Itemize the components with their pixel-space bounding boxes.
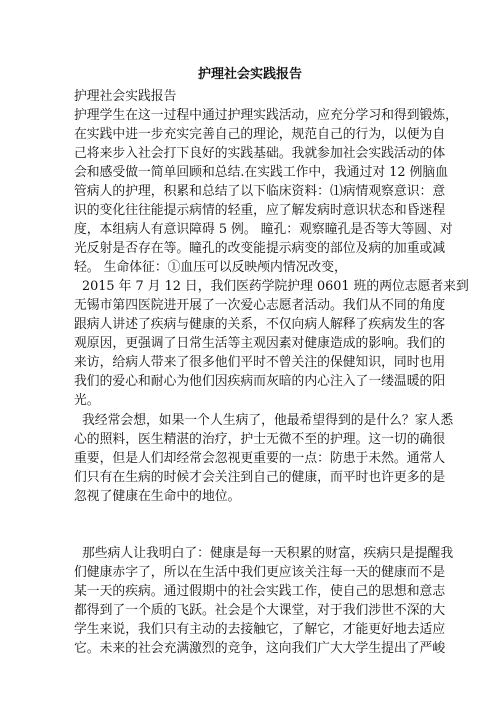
paragraph-line: 那些病人让我明白了：健康是每一天积累的财富，疾病只是提醒我 [82, 546, 454, 561]
paragraph-line: 某一天的疾病。通过假期中的社会实践工作，使自己的思想和意志 [74, 584, 446, 599]
paragraph-line: 它。未来的社会充满激烈的竞争，这向我们广大大学生提出了严峻 [74, 641, 446, 656]
document-title: 护理社会实践报告 [197, 67, 302, 82]
paragraph-line: 护理学生在这一过程中通过护理实践活动，应充分学习和得到锻炼， [74, 108, 458, 123]
paragraph-line: 会和感受做一简单回顾和总结.在实践工作中，我通过对 12 例脑血 [74, 165, 449, 180]
paragraph-line: 轻。 生命体征：①血压可以反映颅内情况改变， [74, 260, 347, 275]
paragraph-line: 我经常会想，如果一个人生病了，他最希望得到的是什么？家人悉 [82, 413, 454, 428]
paragraph-line: 无锡市第四医院进开展了一次爱心志愿者活动。我们从不同的角度 [74, 298, 446, 313]
paragraph-line: 来访，给病人带来了很多他们平时不曾关注的保健知识，同时也用 [74, 355, 446, 370]
paragraph-line: 心的照料，医生精湛的治疗，护士无微不至的护理。这一切的确很 [74, 432, 446, 447]
paragraph-line: 都得到了一个质的飞跃。社会是个大课堂，对于我们涉世不深的大 [74, 603, 446, 618]
paragraph-line: 光。 [74, 393, 100, 408]
paragraph-line: 忽视了健康在生命中的地位。 [74, 489, 241, 504]
paragraph-line: 们只有在生病的时候才会关注到自己的健康，而平时也许更多的是 [74, 470, 446, 485]
paragraph-line: 己将来步入社会打下良好的实践基础。我就参加社会实践活动的体 [74, 146, 446, 161]
paragraph-line: 观原因，更强调了日常生活等主观因素对健康造成的影响。我们的 [74, 336, 446, 351]
paragraph-line: 们健康赤字了，所以在生活中我们更应该关注每一天的健康而不是 [74, 565, 446, 580]
subtitle-line: 护理社会实践报告 [74, 89, 177, 104]
paragraph-line: 我们的爱心和耐心为他们因疾病而灰暗的内心注入了一缕温暖的阳 [74, 374, 446, 389]
paragraph-line: 重要，但是人们却经常会忽视更重要的一点：防患于未然。通常人 [74, 451, 446, 466]
paragraph-line: 度，本组病人有意识障碍 5 例。 瞳孔：观察瞳孔是否等大等圆、对 [74, 222, 453, 237]
paragraph-line: 在实践中进一步充实完善自己的理论，规范自己的行为，以便为自 [74, 127, 446, 142]
paragraph-line: 跟病人讲述了疾病与健康的关系，不仅向病人解释了疾病发生的客 [74, 317, 446, 332]
paragraph-line: 学生来说，我们只有主动的去接触它，了解它，才能更好地去适应 [74, 622, 446, 637]
paragraph-line: 2015 年 7 月 12 日，我们医药学院护理 0601 班的两位志愿者来到 [82, 279, 469, 294]
paragraph-line: 光反射是否存在等。瞳孔的改变能提示病变的部位及病的加重或减 [74, 241, 446, 256]
paragraph-line: 管病人的护理，积累和总结了以下临床资料：⑴病情观察意识：意 [74, 184, 446, 199]
paragraph-line: 识的变化往往能提示病情的轻重，应了解发病时意识状态和昏迷程 [74, 203, 446, 218]
